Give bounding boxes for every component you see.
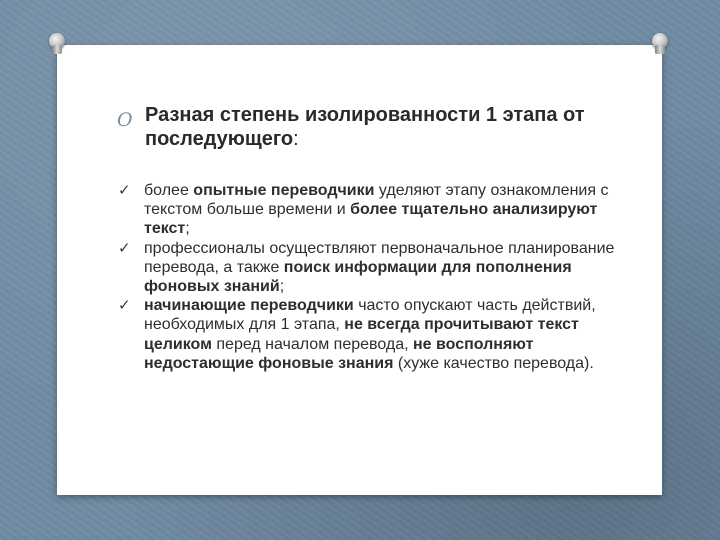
checkmark-icon: ✓ bbox=[118, 296, 131, 315]
heading-marker-icon: O bbox=[117, 109, 133, 131]
text-run: уделяют этапу ознакомления с текстом больше времени и bbox=[144, 182, 609, 219]
pin-icon bbox=[652, 33, 668, 55]
text-run: более bbox=[144, 182, 194, 199]
text-run-bold: опытные переводчики bbox=[193, 182, 375, 199]
list-item bbox=[118, 239, 638, 297]
text-run-bold: поиск информации для пополнения фоновых знаний bbox=[144, 258, 572, 296]
checkmark-icon: ✓ bbox=[118, 238, 131, 257]
heading-title: Разная степень изолированности 1 этапа от последующего bbox=[145, 104, 585, 150]
text-run: ; bbox=[185, 220, 190, 238]
checkmark-icon: ✓ bbox=[118, 181, 131, 199]
text-run: ; bbox=[279, 278, 285, 296]
text-run-bold: не восполняют недостающие фоновые знания bbox=[144, 335, 534, 372]
list-item bbox=[118, 296, 638, 373]
bullet-text bbox=[144, 297, 596, 372]
text-run: (хуже качество перевода). bbox=[393, 354, 594, 372]
slide-heading bbox=[117, 103, 637, 151]
heading-colon: : bbox=[293, 128, 299, 150]
text-run: перед началом перевода, bbox=[211, 335, 413, 353]
bullet-text bbox=[144, 182, 608, 237]
list-item bbox=[118, 181, 638, 239]
bullet-list bbox=[118, 181, 638, 373]
text-run: часто опускают часть действий, необходимых для 1 этапа, bbox=[144, 297, 596, 334]
pin-icon bbox=[49, 33, 65, 55]
text-run-bold: более тщательно анализируют текст bbox=[144, 201, 598, 238]
pin-base bbox=[655, 45, 665, 54]
text-run: профессионалы осуществляют первоначальное планирование перевода, а также bbox=[144, 239, 615, 276]
heading-text bbox=[145, 103, 637, 151]
bullet-text bbox=[144, 240, 614, 295]
text-run-bold: начинающие переводчики bbox=[144, 297, 354, 315]
pin-base bbox=[52, 45, 62, 54]
text-run-bold: не всегда прочитывают текст целиком bbox=[144, 316, 579, 353]
